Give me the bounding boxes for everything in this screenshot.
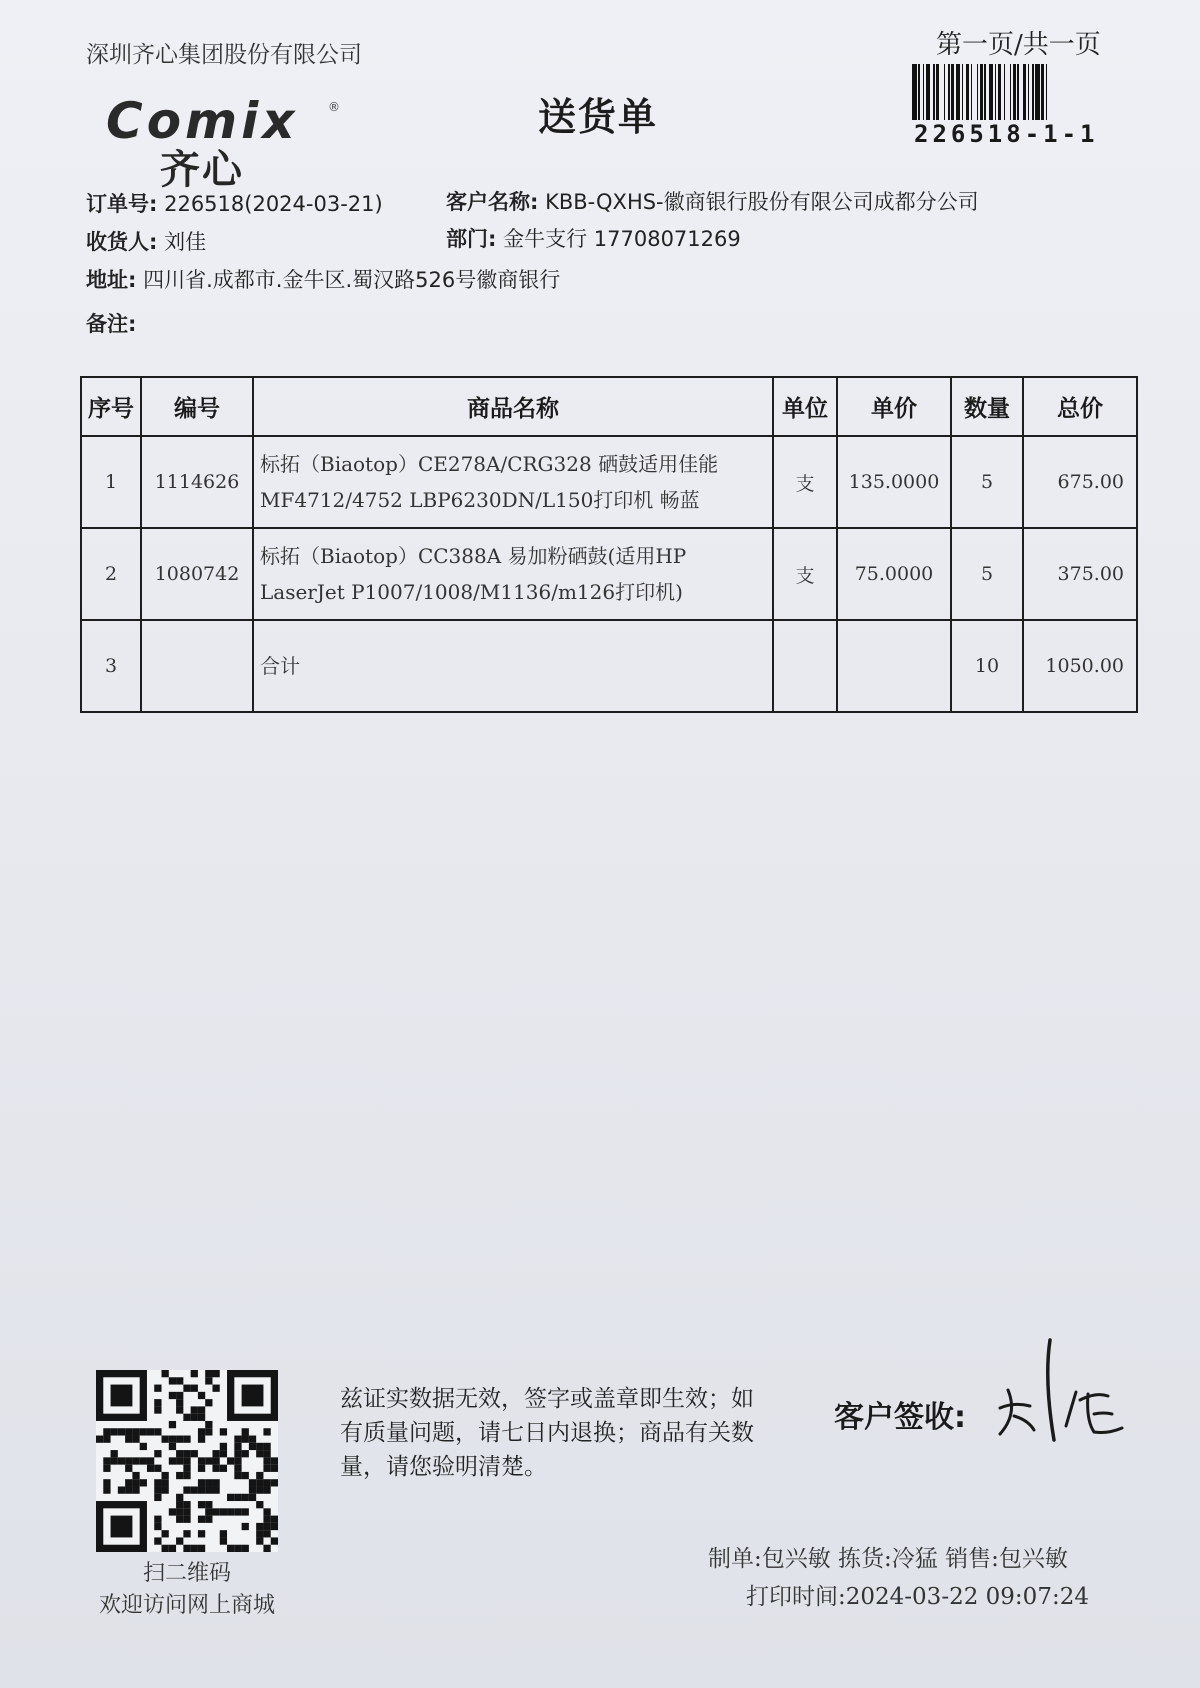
customer-label: 客户名称: [446, 190, 539, 214]
row-code: 1080742 [141, 528, 253, 620]
department-row [446, 223, 741, 253]
qr-code-icon[interactable] [96, 1370, 278, 1552]
row-unit: 支 [773, 436, 837, 528]
logo-chinese-text: 齐心 [160, 147, 244, 193]
row-code: 1114626 [141, 436, 253, 528]
logo-english-text: Comix [106, 92, 299, 150]
header-product-name: 商品名称 [253, 377, 773, 436]
row-product-name: 合计 [253, 620, 773, 712]
address-row [86, 264, 560, 294]
header-quantity: 数量 [951, 377, 1023, 436]
page-indicator: 第一页/共一页 [936, 30, 1101, 60]
qr-caption-scan: 扫二维码 [142, 1561, 231, 1586]
header-total: 总价 [1023, 377, 1137, 436]
row-quantity: 10 [951, 620, 1023, 712]
company-name: 深圳齐心集团股份有限公司 [86, 42, 362, 68]
notice-text: 兹证实数据无效，签字或盖章即生效；如有质量问题，请七日内退换；商品有关数量，请您验明清楚。 [340, 1386, 754, 1480]
document-title: 送货单 [538, 95, 659, 139]
table-header-row [81, 377, 1137, 436]
row-quantity: 5 [951, 528, 1023, 620]
table-row-total [81, 620, 1137, 712]
row-seq: 3 [81, 620, 141, 712]
customer-sign-label: 客户签收: [834, 1400, 966, 1435]
receiver-value: 刘佳 [164, 230, 207, 254]
barcode-icon [912, 64, 1128, 120]
customer-signature [990, 1330, 1130, 1450]
row-unit [773, 620, 837, 712]
header-unit: 单位 [773, 377, 837, 436]
header-unit-price: 单价 [837, 377, 951, 436]
address-label: 地址: [86, 268, 137, 292]
items-table [80, 376, 1138, 713]
remark-label: 备注: [86, 312, 137, 336]
row-unit-price [837, 620, 951, 712]
row-unit-price: 75.0000 [837, 528, 951, 620]
row-unit: 支 [773, 528, 837, 620]
remark-row [86, 308, 136, 338]
row-code [141, 620, 253, 712]
customer-row [446, 186, 979, 216]
row-unit-price: 135.0000 [837, 436, 951, 528]
print-time: 打印时间:2024-03-22 09:07:24 [746, 1584, 1089, 1610]
row-quantity: 5 [951, 436, 1023, 528]
department-value: 金牛支行 17708071269 [503, 227, 741, 251]
order-number-label: 订单号: [86, 192, 158, 216]
row-total: 1050.00 [1023, 620, 1137, 712]
customer-value: KBB-QXHS-徽商银行股份有限公司成都分公司 [545, 190, 979, 214]
row-seq: 2 [81, 528, 141, 620]
row-total: 375.00 [1023, 528, 1137, 620]
order-number-row [86, 188, 383, 218]
department-label: 部门: [446, 227, 497, 251]
header-code: 编号 [141, 377, 253, 436]
row-product-name: 标拓（Biaotop）CC388A 易加粉硒鼓(适用HP LaserJet P1007/1008/M1136/m126打印机) [253, 528, 773, 620]
receiver-label: 收货人: [86, 230, 158, 254]
order-number-value: 226518(2024-03-21) [164, 192, 383, 216]
table-row [81, 528, 1137, 620]
qr-caption-mall: 欢迎访问网上商城 [98, 1593, 275, 1618]
registered-mark-icon: ® [328, 100, 340, 114]
receiver-row [86, 226, 206, 256]
row-product-name: 标拓（Biaotop）CE278A/CRG328 硒鼓适用佳能MF4712/4752 LBP6230DN/L150打印机 畅蓝 [253, 436, 773, 528]
row-total: 675.00 [1023, 436, 1137, 528]
row-seq: 1 [81, 436, 141, 528]
barcode-number: 226518-1-1 [914, 120, 1099, 148]
comix-logo [106, 92, 346, 193]
header-seq: 序号 [81, 377, 141, 436]
staff-info: 制单:包兴敏 拣货:冷猛 销售:包兴敏 [708, 1546, 1068, 1572]
address-value: 四川省.成都市.金牛区.蜀汉路526号徽商银行 [143, 268, 561, 292]
table-row [81, 436, 1137, 528]
